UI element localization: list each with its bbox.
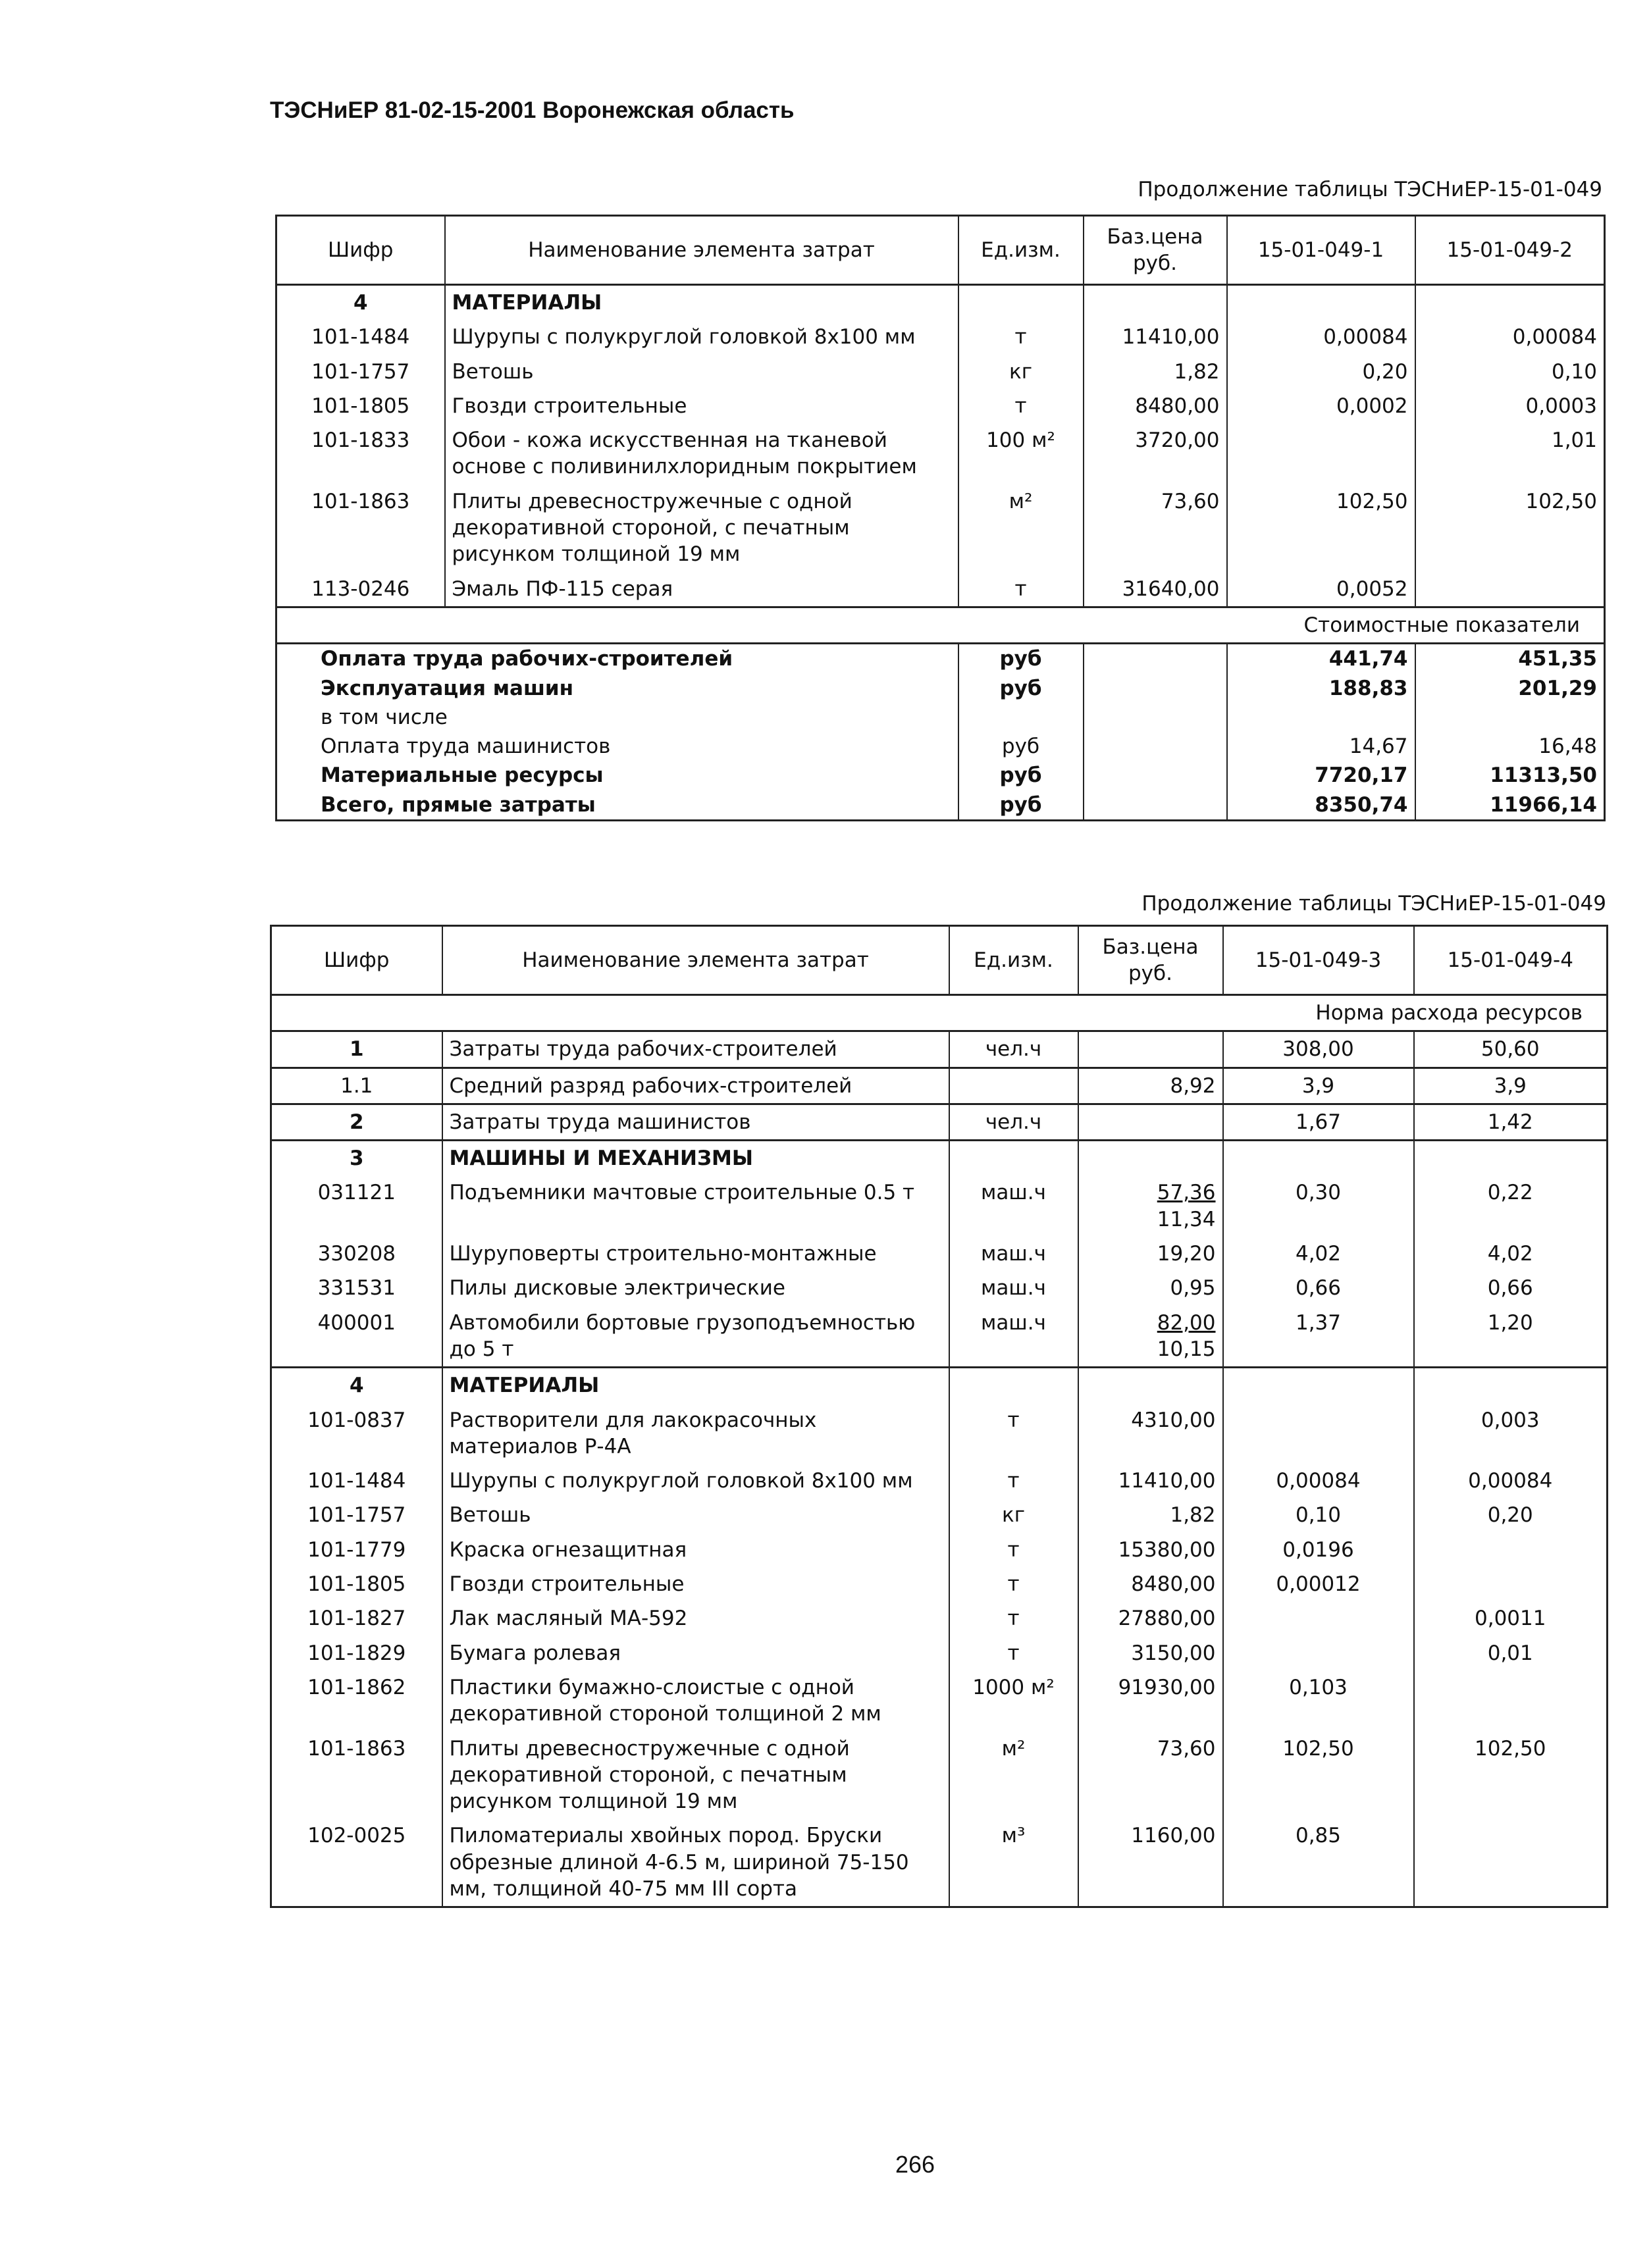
norm-value: [1415, 572, 1605, 607]
norm-value: [1223, 1601, 1414, 1636]
machine-price: 0,95: [1170, 1276, 1216, 1301]
base-price: 8480,00: [1078, 1567, 1223, 1601]
resource-name: Плиты древесностружечные с одной декоративной стороной, с печатным рисунком толщиной 19 мм: [445, 484, 958, 572]
table-row: [276, 572, 1605, 607]
table-row: [271, 1306, 1608, 1368]
resource-code: 331531: [271, 1271, 442, 1305]
table-row: [276, 355, 1605, 389]
labor-name: Затраты труда рабочих-строителей: [442, 1031, 949, 1068]
column-header: Баз.цена руб.: [1078, 926, 1223, 995]
norm-value: [1227, 423, 1415, 484]
resource-name: Пиломатериалы хвойных пород. Бруски обрезные длиной 4-6.5 м, шириной 75-150 мм, толщиной 40-75 мм III сорта: [442, 1818, 949, 1907]
base-price: [1078, 1237, 1223, 1271]
unit: м³: [949, 1818, 1078, 1907]
norm-value: [1414, 1567, 1608, 1601]
cost-unit: руб: [958, 674, 1084, 703]
unit: т: [949, 1601, 1078, 1636]
resource-code: 101-1484: [276, 320, 445, 354]
empty-cell: [949, 1141, 1078, 1176]
cost-name: Эксплуатация машин: [276, 674, 958, 703]
table2-caption: Продолжение таблицы ТЭСНиЕР-15-01-049: [1141, 892, 1606, 915]
norm-value: 0,10: [1223, 1498, 1414, 1532]
resource-name: Краска огнезащитная: [442, 1533, 949, 1567]
base-price: 8480,00: [1084, 389, 1227, 423]
unit: чел.ч: [949, 1104, 1078, 1140]
table-row: [271, 1403, 1608, 1464]
resource-name: Шурупы с полукруглой головкой 8х100 мм: [445, 320, 958, 354]
table1-caption: Продолжение таблицы ТЭСНиЕР-15-01-049: [1138, 178, 1602, 201]
column-header: 15-01-049-3: [1223, 926, 1414, 995]
unit: м²: [958, 484, 1084, 572]
section-name: МАТЕРИАЛЫ: [442, 1368, 949, 1403]
table-row: [271, 1818, 1608, 1907]
resource-code: 101-1779: [271, 1533, 442, 1567]
table-row: [271, 1237, 1608, 1271]
empty-cell: [1084, 761, 1227, 790]
resource-code: 101-1757: [276, 355, 445, 389]
empty-cell: [1078, 1368, 1223, 1403]
base-price: [1078, 1271, 1223, 1305]
norm-value: 0,22: [1414, 1175, 1608, 1237]
cost-unit: руб: [958, 790, 1084, 821]
labor-code: 1: [271, 1031, 442, 1068]
norm-value: [1414, 1533, 1608, 1567]
column-header: 15-01-049-2: [1415, 216, 1605, 285]
resource-code: 101-1805: [271, 1567, 442, 1601]
base-price: [1078, 1031, 1223, 1068]
norm-value: 0,01: [1414, 1636, 1608, 1670]
resource-code: 400001: [271, 1306, 442, 1368]
resource-name: Ветошь: [442, 1498, 949, 1532]
norm-value: 0,00084: [1415, 320, 1605, 354]
labor-row: [271, 1104, 1608, 1140]
section-code: 4: [271, 1368, 442, 1403]
unit: 100 м²: [958, 423, 1084, 484]
norm-value: [1223, 1403, 1414, 1464]
resource-code: 101-1805: [276, 389, 445, 423]
norm-value: 4,02: [1223, 1237, 1414, 1271]
cost-name: Оплата труда машинистов: [276, 732, 958, 761]
unit: т: [949, 1464, 1078, 1498]
norm-value: 1,20: [1414, 1306, 1608, 1368]
norm-value: 0,0052: [1227, 572, 1415, 607]
labor-row: [271, 1068, 1608, 1104]
resource-code: 330208: [271, 1237, 442, 1271]
norm-value: 1,37: [1223, 1306, 1414, 1368]
cost-row: [276, 790, 1605, 821]
table-row: [271, 1567, 1608, 1601]
base-price: 1,82: [1084, 355, 1227, 389]
norm-value: 0,85: [1223, 1818, 1414, 1907]
machine-price: 82,00: [1157, 1310, 1216, 1335]
section-name: МАТЕРИАЛЫ: [445, 285, 958, 321]
resource-name: Гвозди строительные: [445, 389, 958, 423]
norm-value: 0,10: [1415, 355, 1605, 389]
section-code: 4: [276, 285, 445, 321]
resource-name: Шуруповерты строительно-монтажные: [442, 1237, 949, 1271]
section-row-machines: [271, 1141, 1608, 1176]
unit: [949, 1068, 1078, 1104]
resource-code: 101-1833: [276, 423, 445, 484]
base-price: 1160,00: [1078, 1818, 1223, 1907]
norm-header-row: [271, 995, 1608, 1031]
labor-code: 2: [271, 1104, 442, 1140]
column-header: Наименование элемента затрат: [442, 926, 949, 995]
resource-name: Гвозди строительные: [442, 1567, 949, 1601]
cost-value: [1227, 703, 1415, 732]
resource-code: 101-1484: [271, 1464, 442, 1498]
table2-header-row: [271, 926, 1608, 995]
norm-value: 50,60: [1414, 1031, 1608, 1068]
operator-wage-price: 11,34: [1157, 1207, 1216, 1231]
norm-value: 1,01: [1415, 423, 1605, 484]
empty-cell: [1084, 285, 1227, 321]
base-price: 3720,00: [1084, 423, 1227, 484]
resource-code: 101-0837: [271, 1403, 442, 1464]
table-row: [276, 423, 1605, 484]
cost-value: 16,48: [1415, 732, 1605, 761]
resource-code: 101-1862: [271, 1670, 442, 1732]
resource-name: Пластики бумажно-слоистые с одной декоративной стороной толщиной 2 мм: [442, 1670, 949, 1732]
resource-name: Пилы дисковые электрические: [442, 1271, 949, 1305]
cost-unit: [958, 703, 1084, 732]
norm-value: 102,50: [1414, 1732, 1608, 1819]
cost-unit: руб: [958, 732, 1084, 761]
column-header: Баз.цена руб.: [1084, 216, 1227, 285]
table-row: [271, 1636, 1608, 1670]
resource-code: 101-1829: [271, 1636, 442, 1670]
resource-name: Бумага ролевая: [442, 1636, 949, 1670]
table1-body: [276, 285, 1605, 821]
base-price: 27880,00: [1078, 1601, 1223, 1636]
page-number: 266: [895, 2151, 935, 2178]
unit: кг: [949, 1498, 1078, 1532]
unit: маш.ч: [949, 1271, 1078, 1305]
table-row: [271, 1498, 1608, 1532]
empty-cell: [958, 285, 1084, 321]
empty-cell: [1084, 674, 1227, 703]
cost-name: в том числе: [276, 703, 958, 732]
norm-value: 0,66: [1414, 1271, 1608, 1305]
table-row: [271, 1670, 1608, 1732]
norm-value: 102,50: [1415, 484, 1605, 572]
norm-value: [1414, 1818, 1608, 1907]
resource-name: Подъемники мачтовые строительные 0.5 т: [442, 1175, 949, 1237]
cost-section-header: Стоимостные показатели: [276, 607, 1605, 643]
cost-row: [276, 703, 1605, 732]
resource-code: 101-1863: [276, 484, 445, 572]
cost-value: [1415, 703, 1605, 732]
column-header: 15-01-049-4: [1414, 926, 1608, 995]
norm-value: 1,42: [1414, 1104, 1608, 1140]
table2: [270, 925, 1608, 1908]
column-header: Наименование элемента затрат: [445, 216, 958, 285]
norm-value: 3,9: [1223, 1068, 1414, 1104]
cost-unit: руб: [958, 761, 1084, 790]
norm-value: 1,67: [1223, 1104, 1414, 1140]
resource-code: 101-1757: [271, 1498, 442, 1532]
cost-row: [276, 732, 1605, 761]
unit: т: [949, 1567, 1078, 1601]
base-price: 8,92: [1078, 1068, 1223, 1104]
labor-name: Затраты труда машинистов: [442, 1104, 949, 1140]
unit: маш.ч: [949, 1175, 1078, 1237]
labor-row: [271, 1031, 1608, 1068]
base-price: 11410,00: [1084, 320, 1227, 354]
cost-value: 14,67: [1227, 732, 1415, 761]
section-code: 3: [271, 1141, 442, 1176]
resource-code: 113-0246: [276, 572, 445, 607]
machine-price: 19,20: [1157, 1242, 1216, 1266]
resource-code: 101-1863: [271, 1732, 442, 1819]
cost-value: 201,29: [1415, 674, 1605, 703]
cost-row: [276, 674, 1605, 703]
norm-value: 0,0002: [1227, 389, 1415, 423]
cost-row: [276, 644, 1605, 674]
resource-name: Ветошь: [445, 355, 958, 389]
unit: чел.ч: [949, 1031, 1078, 1068]
cost-unit: руб: [958, 644, 1084, 674]
base-price: 1,82: [1078, 1498, 1223, 1532]
resource-name: Эмаль ПФ-115 серая: [445, 572, 958, 607]
base-price: 4310,00: [1078, 1403, 1223, 1464]
empty-cell: [1415, 285, 1605, 321]
norm-value: 3,9: [1414, 1068, 1608, 1104]
norm-value: 0,20: [1414, 1498, 1608, 1532]
norm-value: 0,103: [1223, 1670, 1414, 1732]
empty-cell: [1414, 1141, 1608, 1176]
norm-value: 0,0003: [1415, 389, 1605, 423]
table-row: [276, 484, 1605, 572]
norm-value: 4,02: [1414, 1237, 1608, 1271]
operator-wage-price: 10,15: [1157, 1337, 1216, 1361]
table1-header-row: [276, 216, 1605, 285]
resource-name: Лак масляный МА-592: [442, 1601, 949, 1636]
norm-section-header: Норма расхода ресурсов: [271, 995, 1608, 1031]
resource-name: Шурупы с полукруглой головкой 8х100 мм: [442, 1464, 949, 1498]
resource-name: Растворители для лакокрасочных материалов Р-4А: [442, 1403, 949, 1464]
empty-cell: [1223, 1368, 1414, 1403]
norm-value: 308,00: [1223, 1031, 1414, 1068]
cost-value: 188,83: [1227, 674, 1415, 703]
unit: м²: [949, 1732, 1078, 1819]
cost-name: Всего, прямые затраты: [276, 790, 958, 821]
table-row: [276, 320, 1605, 354]
base-price: 73,60: [1078, 1732, 1223, 1819]
machine-price: 57,36: [1157, 1181, 1216, 1205]
norm-value: 0,0011: [1414, 1601, 1608, 1636]
table-row: [271, 1533, 1608, 1567]
base-price: 73,60: [1084, 484, 1227, 572]
document-title: ТЭСНиЕР 81-02-15-2001 Воронежская область: [270, 97, 795, 123]
resource-code: 101-1827: [271, 1601, 442, 1636]
cost-value: 441,74: [1227, 644, 1415, 674]
norm-value: 0,00084: [1414, 1464, 1608, 1498]
empty-cell: [1078, 1141, 1223, 1176]
column-header: Ед.изм.: [949, 926, 1078, 995]
norm-value: [1223, 1636, 1414, 1670]
norm-value: 0,003: [1414, 1403, 1608, 1464]
table1: [275, 215, 1606, 821]
base-price: 15380,00: [1078, 1533, 1223, 1567]
table-row: [271, 1464, 1608, 1498]
column-header: Шифр: [276, 216, 445, 285]
unit: т: [958, 389, 1084, 423]
cost-value: 7720,17: [1227, 761, 1415, 790]
resource-code: 031121: [271, 1175, 442, 1237]
labor-code: 1.1: [271, 1068, 442, 1104]
unit: маш.ч: [949, 1306, 1078, 1368]
column-header: 15-01-049-1: [1227, 216, 1415, 285]
column-header: Шифр: [271, 926, 442, 995]
unit: кг: [958, 355, 1084, 389]
norm-value: 0,00084: [1223, 1464, 1414, 1498]
unit: 1000 м²: [949, 1670, 1078, 1732]
table-row: [276, 389, 1605, 423]
cost-value: 11966,14: [1415, 790, 1605, 821]
table2-body: [271, 995, 1608, 1907]
table-row: [271, 1732, 1608, 1819]
cost-value: 8350,74: [1227, 790, 1415, 821]
base-price: 11410,00: [1078, 1464, 1223, 1498]
norm-value: 0,30: [1223, 1175, 1414, 1237]
empty-cell: [1223, 1141, 1414, 1176]
unit: т: [949, 1403, 1078, 1464]
cost-value: 11313,50: [1415, 761, 1605, 790]
unit: т: [958, 572, 1084, 607]
norm-value: 0,20: [1227, 355, 1415, 389]
section-name: МАШИНЫ И МЕХАНИЗМЫ: [442, 1141, 949, 1176]
cost-row: [276, 761, 1605, 790]
resource-name: Автомобили бортовые грузоподъемностью до 5 т: [442, 1306, 949, 1368]
empty-cell: [949, 1368, 1078, 1403]
table-row: [271, 1601, 1608, 1636]
cost-value: 451,35: [1415, 644, 1605, 674]
cost-header-row: [276, 607, 1605, 643]
empty-cell: [1084, 644, 1227, 674]
section-row-materials: [276, 285, 1605, 321]
unit: т: [949, 1636, 1078, 1670]
resource-code: 102-0025: [271, 1818, 442, 1907]
norm-value: 102,50: [1227, 484, 1415, 572]
empty-cell: [1084, 703, 1227, 732]
empty-cell: [1084, 732, 1227, 761]
empty-cell: [1227, 285, 1415, 321]
labor-name: Средний разряд рабочих-строителей: [442, 1068, 949, 1104]
norm-value: 0,00012: [1223, 1567, 1414, 1601]
table-row: [271, 1271, 1608, 1305]
base-price: [1078, 1175, 1223, 1237]
resource-name: Обои - кожа искусственная на тканевой основе с поливинилхлоридным покрытием: [445, 423, 958, 484]
base-price: [1078, 1104, 1223, 1140]
section-row-materials: [271, 1368, 1608, 1403]
norm-value: 102,50: [1223, 1732, 1414, 1819]
empty-cell: [1414, 1368, 1608, 1403]
norm-value: 0,66: [1223, 1271, 1414, 1305]
base-price: 91930,00: [1078, 1670, 1223, 1732]
base-price: 31640,00: [1084, 572, 1227, 607]
base-price: 3150,00: [1078, 1636, 1223, 1670]
resource-name: Плиты древесностружечные с одной декоративной стороной, с печатным рисунком толщиной 19 мм: [442, 1732, 949, 1819]
unit: маш.ч: [949, 1237, 1078, 1271]
norm-value: 0,00084: [1227, 320, 1415, 354]
column-header: Ед.изм.: [958, 216, 1084, 285]
unit: т: [958, 320, 1084, 354]
base-price: [1078, 1306, 1223, 1368]
empty-cell: [1084, 790, 1227, 821]
cost-name: Материальные ресурсы: [276, 761, 958, 790]
norm-value: 0,0196: [1223, 1533, 1414, 1567]
cost-name: Оплата труда рабочих-строителей: [276, 644, 958, 674]
unit: т: [949, 1533, 1078, 1567]
norm-value: [1414, 1670, 1608, 1732]
table-row: [271, 1175, 1608, 1237]
